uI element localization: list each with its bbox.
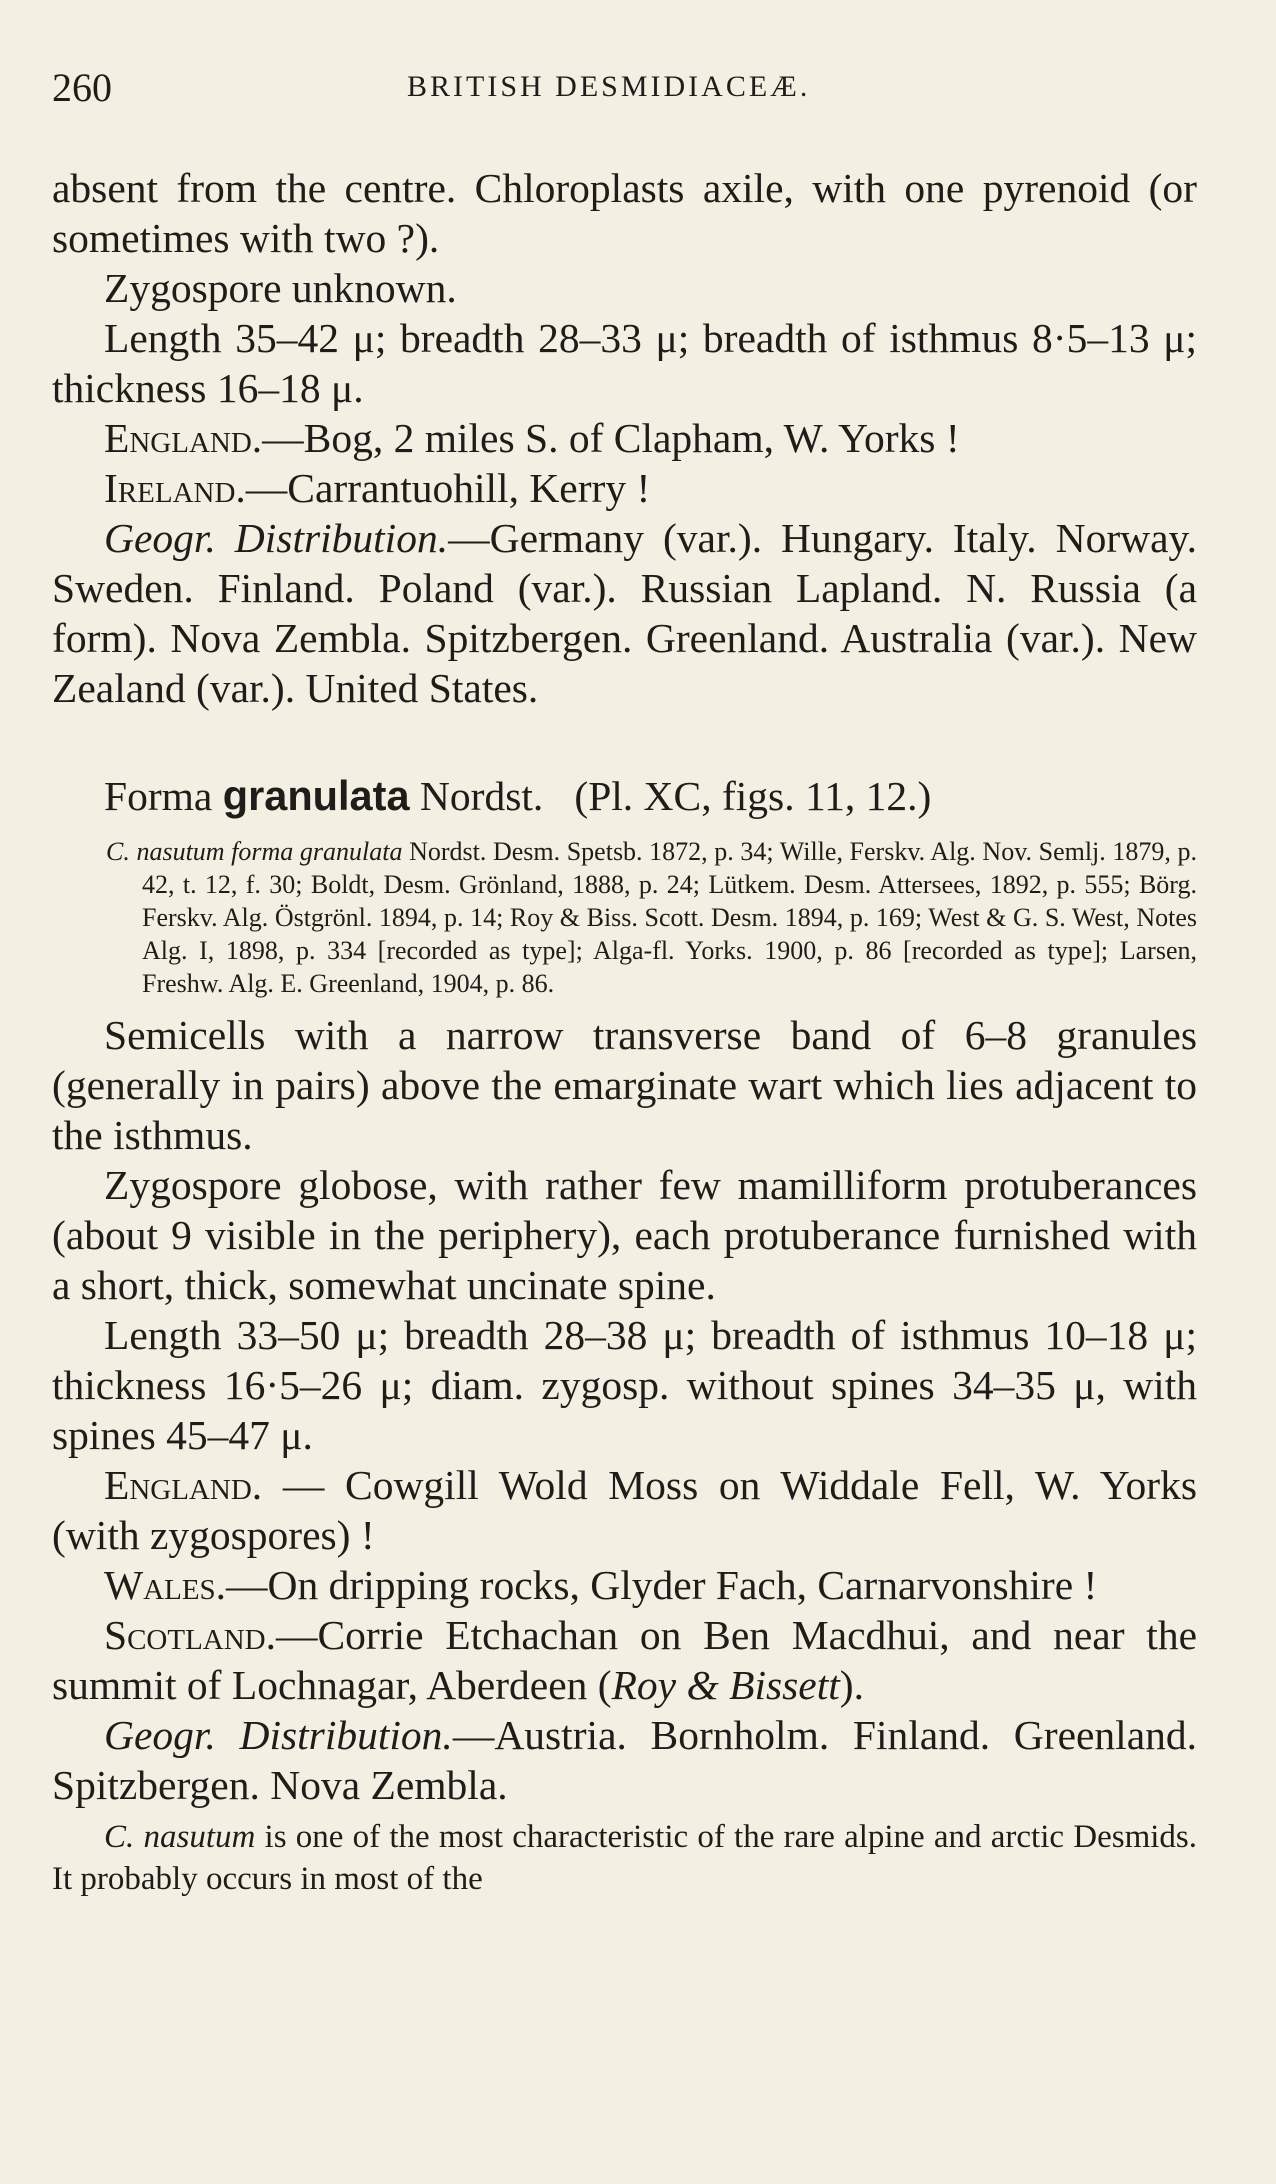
page-body [52,163,1197,1900]
paragraph-semicells: Semicells with a narrow transverse band of 6–8 granules (generally in pairs) above the emarginate wart which lies adjacent to the isthmus. [52,1012,1197,1158]
closing-note [52,1816,1197,1900]
locality-scotland [52,1610,1197,1710]
distribution-label: Geogr. Distribution. [104,515,449,561]
locality-england [52,413,1197,463]
forma-name: granulata [222,772,410,819]
locality-ireland [52,463,1197,513]
geographic-distribution [52,513,1197,713]
paragraph-zygospore-description: Zygospore globose, with rather few mamilliform protuberances (about 9 visible in the periphery), each protuberance furnished with a short, thick, somewhat uncinate spine. [52,1162,1197,1308]
collector-names: Roy & Bissett [611,1662,840,1708]
synonymy-references: Nordst. Desm. Spetsb. 1872, p. 34; Wille, Ferskv. Alg. Nov. Semlj. 1879, p. 42, t. 12, f. 30; Boldt, Desm. Grönland, 1888, p. 24; Lütkem. Desm. Attersees, 1892, p. 555; Börg. Ferskv. Alg. Östgrönl. 1894, p. 14; Roy & Biss. Scott. Desm. 1894, p. 169; West & G. S. West, Notes Alg. I, 1898, p. 334 [recorded as type]; Alga-fl. Yorks. 1900, p. 86 [recorded as type]; Larsen, Freshw. Alg. E. Greenland, 1904, p. 86. [142,837,1197,998]
forma-suffix: Nordst. (Pl. XC, figs. 11, 12.) [409,773,932,819]
locality-text: —Carrantuohill, Kerry ! [245,465,651,511]
synonymy-block [52,835,1197,1000]
note-taxon: C. nasutum [104,1819,256,1855]
page-number: 260 [52,65,112,110]
locality-text: — Cowgill Wold Moss on Widdale Fell, W. Yorks (with zygospores) ! [52,1462,1197,1558]
locality-text: —On dripping rocks, Glyder Fach, Carnarvonshire ! [226,1562,1098,1608]
locality-label: Ireland. [104,465,246,511]
synonymy-taxon: C. nasutum forma granulata [106,837,403,866]
note-text: is one of the most characteristic of the rare alpine and arctic Desmids. It probably occurs in most of the [52,1819,1198,1897]
paragraph-chloroplasts: absent from the centre. Chloroplasts axile, with one pyrenoid (or sometimes with two ?). [52,165,1197,261]
running-title: BRITISH DESMIDIACEÆ. [407,70,811,103]
forma-heading [52,771,1197,821]
paragraph-forma-measurements: Length 33–50 μ; breadth 28–38 μ; breadth of isthmus 10–18 μ; thickness 16·5–26 μ; diam. zygosp. without spines 34–35 μ, with spines 45–47 μ. [52,1312,1197,1458]
geographic-distribution-forma [52,1710,1197,1810]
distribution-text: —Germany (var.). Hungary. Italy. Norway. Sweden. Finland. Poland (var.). Russian Lapland. N. Russia (a form). Nova Zembla. Spitzbergen. Greenland. Australia (var.). New Zealand (var.). United States. [52,515,1197,711]
locality-england-forma [52,1460,1197,1560]
locality-label: Wales. [104,1562,227,1608]
page-header [52,64,1196,124]
locality-label: England. [104,415,263,461]
distribution-label: Geogr. Distribution. [104,1712,453,1758]
locality-close: ). [839,1662,864,1708]
distribution-text: —Austria. Bornholm. Finland. Greenland. Spitzbergen. Nova Zembla. [52,1712,1197,1808]
paragraph-measurements: Length 35–42 μ; breadth 28–33 μ; breadth of isthmus 8·5–13 μ; thickness 16–18 μ. [52,315,1197,411]
locality-label: England. [104,1462,263,1508]
locality-wales [52,1560,1197,1610]
locality-text: —Corrie Etchachan on Ben Macdhui, and near the summit of Lochnagar, Aberdeen ( [52,1612,1197,1708]
locality-text: —Bog, 2 miles S. of Clapham, W. Yorks ! [262,415,960,461]
paragraph-zygospore: Zygospore unknown. [104,265,457,311]
locality-label: Scotland. [104,1612,276,1658]
forma-prefix: Forma [104,773,223,819]
